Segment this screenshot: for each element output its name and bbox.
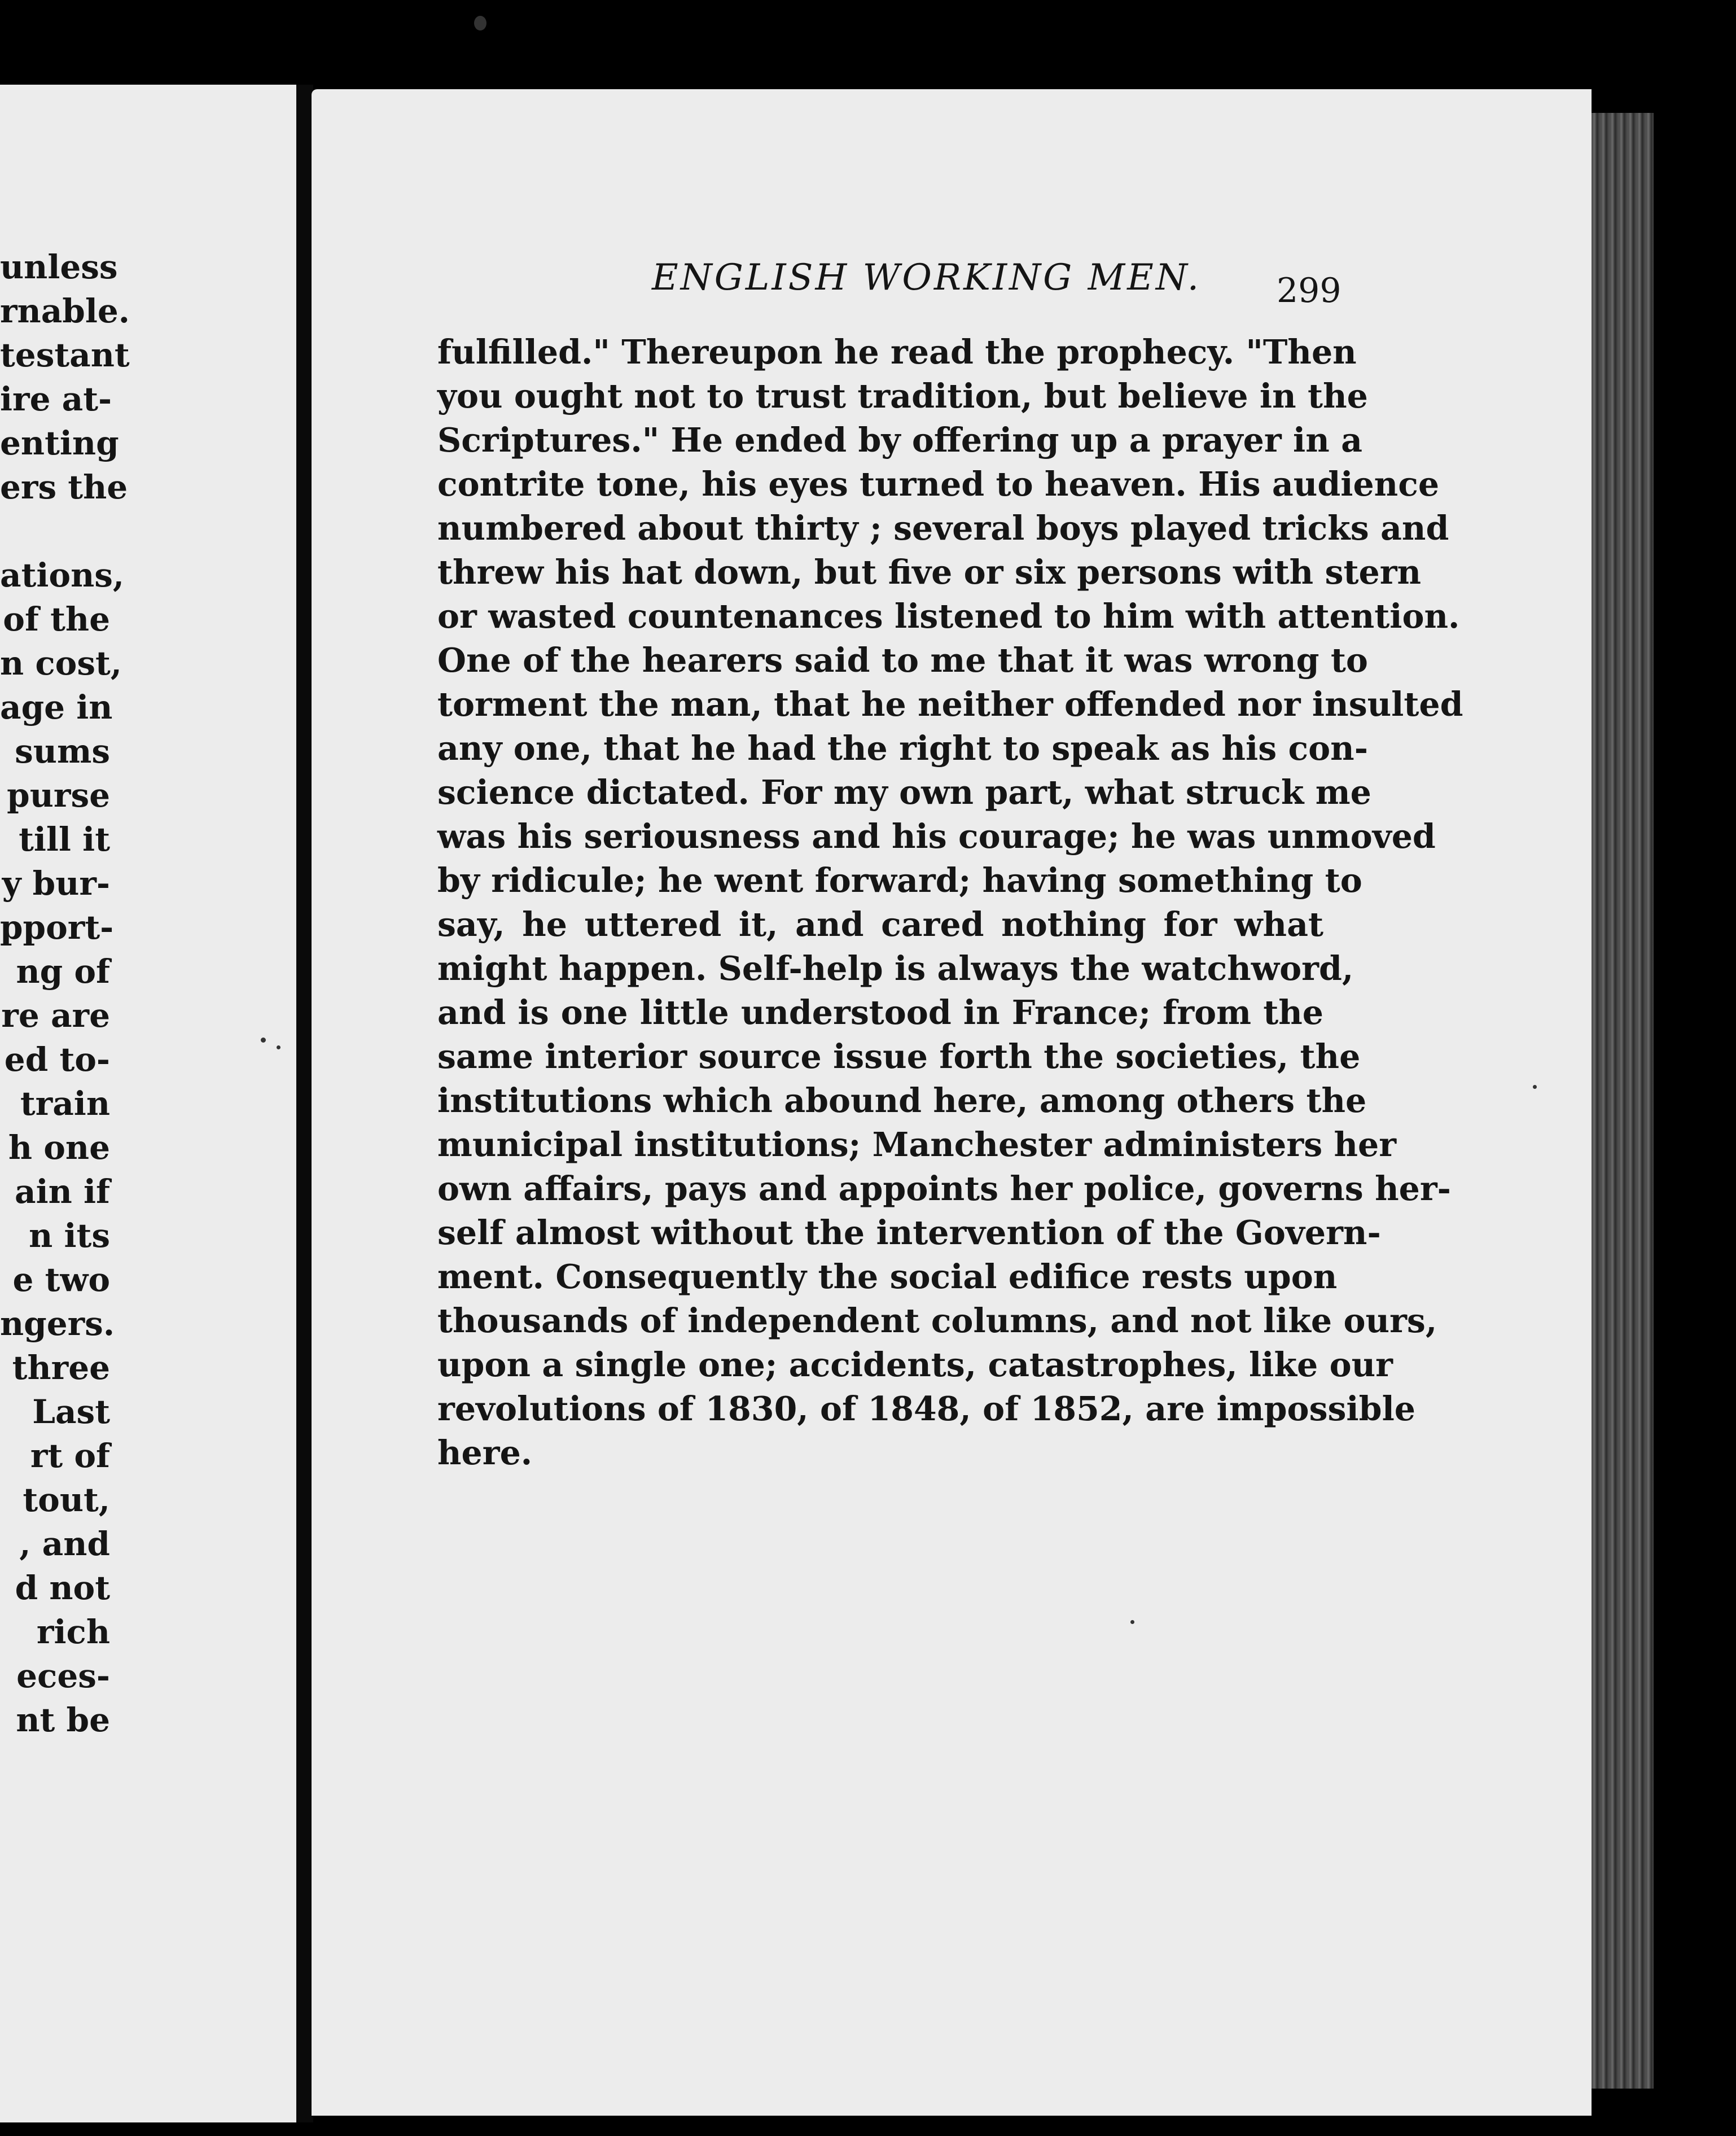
left-page-line: rich	[36, 1613, 110, 1651]
body-line: Scriptures." He ended by offering up a prayer in a	[437, 421, 1363, 459]
left-page-line: enting	[0, 424, 119, 462]
left-page-line: ain if	[15, 1172, 110, 1211]
left-page-line: three	[12, 1349, 110, 1387]
left-page-line: n its	[29, 1216, 110, 1255]
body-line: municipal institutions; Manchester administers her	[437, 1125, 1397, 1164]
left-page-line: sums	[15, 732, 110, 771]
left-page-line: train	[20, 1084, 110, 1123]
dust-speck	[277, 1045, 280, 1049]
left-page-line: pport-	[0, 908, 114, 947]
left-page-line: rt of	[30, 1437, 110, 1475]
body-line: revolutions of 1830, of 1848, of 1852, are impossible	[437, 1389, 1416, 1428]
body-line: self almost without the intervention of the Govern-	[437, 1213, 1381, 1252]
dust-speck	[1533, 1085, 1537, 1089]
body-line: might happen. Self-help is always the watchword,	[437, 949, 1354, 988]
body-line: same interior source issue forth the societies, the	[437, 1037, 1361, 1076]
left-page-line: e two	[12, 1260, 110, 1299]
left-page-line: ed to-	[4, 1040, 110, 1079]
body-line: science dictated. For my own part, what struck me	[437, 773, 1371, 812]
left-page-line: ngers.	[0, 1305, 115, 1343]
left-page-line: d not	[15, 1569, 110, 1607]
left-page-line: rnable.	[0, 292, 130, 330]
left-page-line: of the	[3, 600, 110, 638]
body-line: torment the man, that he neither offended nor insulted	[437, 685, 1463, 724]
body-line: here.	[437, 1433, 533, 1472]
left-page-line: unless	[0, 248, 118, 286]
body-line: any one, that he had the right to speak as his con-	[437, 729, 1368, 768]
body-line: thousands of independent columns, and not like ours,	[437, 1301, 1437, 1340]
left-page-line: ers the	[0, 468, 128, 506]
dust-speck	[1130, 1620, 1134, 1624]
left-page-line: tout,	[23, 1481, 110, 1519]
book-gutter	[296, 85, 313, 2122]
body-line: numbered about thirty ; several boys played tricks and	[437, 509, 1449, 548]
body-line: you ought not to trust tradition, but believe in the	[437, 377, 1368, 415]
left-page-line: ng of	[16, 952, 110, 991]
body-line: institutions which abound here, among others the	[437, 1081, 1367, 1120]
page-number: 299	[1277, 271, 1342, 310]
left-page-line: ire at-	[0, 380, 112, 418]
body-text	[437, 330, 1463, 1475]
left-page-line: h one	[8, 1128, 110, 1167]
body-line: threw his hat down, but five or six persons with stern	[437, 553, 1422, 592]
left-page-line: y bur-	[2, 864, 110, 903]
body-line: contrite tone, his eyes turned to heaven. His audience	[437, 465, 1440, 504]
book-page-edges	[1592, 113, 1654, 2089]
left-page-line: till it	[19, 820, 110, 859]
dust-speck	[474, 16, 486, 30]
left-page-line: purse	[7, 776, 110, 815]
body-line: One of the hearers said to me that it was wrong to	[437, 641, 1368, 680]
left-page-text	[0, 85, 296, 2122]
body-line: ment. Consequently the social edifice rests upon	[437, 1257, 1338, 1296]
left-page-line: Last	[32, 1393, 110, 1431]
body-line: and is one little understood in France; from the	[437, 993, 1323, 1032]
body-line: or wasted countenances listened to him with attention.	[437, 597, 1460, 636]
body-line: was his seriousness and his courage; he was unmoved	[437, 817, 1436, 856]
left-facing-page	[0, 85, 296, 2122]
left-page-line: ations,	[0, 556, 125, 594]
body-line: by ridicule; he went forward; having something to	[437, 861, 1362, 900]
left-page-line: nt be	[16, 1701, 110, 1739]
left-page-line: , and	[19, 1525, 110, 1563]
body-line: fulfilled." Thereupon he read the prophecy. "Then	[437, 332, 1357, 371]
body-line: upon a single one; accidents, catastrophes, like our	[437, 1345, 1393, 1384]
dust-speck	[261, 1038, 266, 1043]
body-line: say, he uttered it, and cared nothing for what	[437, 905, 1323, 944]
running-head: ENGLISH WORKING MEN.	[652, 257, 1202, 299]
left-page-line: n cost,	[0, 644, 122, 682]
left-page-line: testant	[0, 336, 130, 374]
body-line: own affairs, pays and appoints her police, governs her-	[437, 1169, 1451, 1208]
left-page-line: re are	[1, 996, 110, 1035]
left-page-line: age in	[0, 688, 113, 726]
left-page-line: eces-	[16, 1657, 110, 1695]
